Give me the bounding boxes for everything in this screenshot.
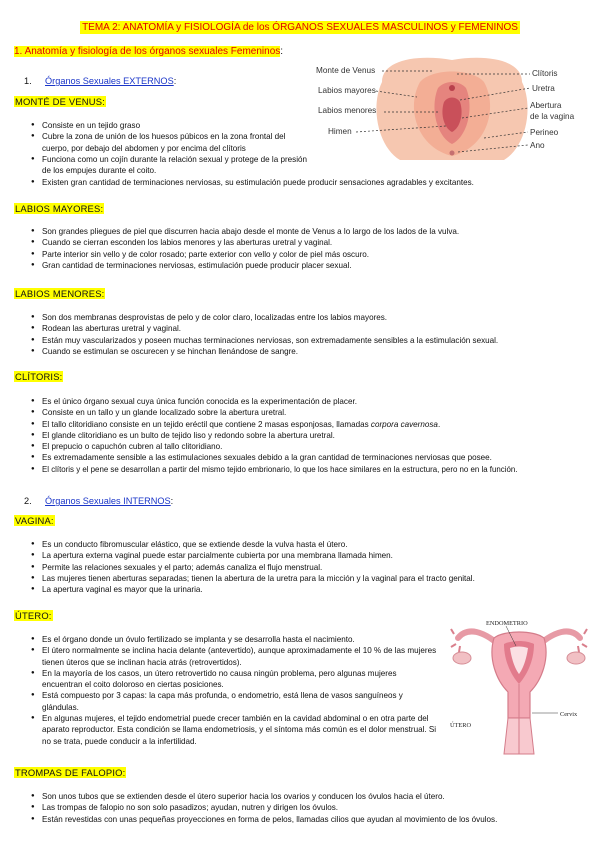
list-item: ● Consiste en un tejido graso <box>29 120 313 131</box>
list-item: ● Funciona como un cojín durante la relación sexual y protege de la presión de los empujes durante el coito. <box>29 154 313 177</box>
list-vagina <box>29 539 599 595</box>
vulva-label-clitoris: Clítoris <box>532 69 558 78</box>
list-item: ● Cubre la zona de unión de los huesos púbicos en la zona frontal del cuerpo, por debajo del abdomen y por encima del clítoris <box>29 131 313 154</box>
list-item: ● Es extremadamente sensible a las estimulaciones sexuales debido a la gran cantidad de terminaciones nerviosas que posee. <box>29 452 599 463</box>
uterus-diagram <box>446 614 592 760</box>
list-utero <box>29 634 439 747</box>
list-item: ● La apertura externa vaginal puede estar parcialmente cubierta por una membrana llamada himen. <box>29 550 599 561</box>
uterus-label-endometrio: ENDOMETRIO <box>486 620 528 627</box>
vulva-label-ano: Ano <box>530 141 545 150</box>
heading-trompas: TROMPAS DE FALOPIO: <box>15 767 126 778</box>
list-item: ● El clítoris y el pene se desarrollan a partir del mismo tejido embrionario, lo que los hace similares en la estructura, pero no en la función. <box>29 464 599 475</box>
list-item: ● El glande clitoridiano es un bulto de tejido liso y redondo sobre la abertura uretral. <box>29 430 599 441</box>
list-item: ● Consiste en un tallo y un glande localizado sobre la abertura uretral. <box>29 407 599 418</box>
vulva-label-abertura: Abertura <box>530 101 562 110</box>
list-item: ● En algunas mujeres, el tejido endometrial puede crecer también en la cavidad abdominal o en otra parte del aparato reproductor. Esta condición se llama endometriosis, y el síntoma más común es el dolor menstrual. Si no se trata, puede conducir a la infertilidad. <box>29 713 439 747</box>
list-trompas <box>29 791 599 825</box>
vulva-label-monte: Monte de Venus <box>316 66 376 75</box>
list-item: ● Las mujeres tienen aberturas separadas; tienen la abertura de la uretra para la micción y la vaginal para el tracto genital. <box>29 573 599 584</box>
list-item: ● Son dos membranas desprovistas de pelo y de color claro, localizadas entre los labios mayores. <box>29 312 599 323</box>
heading-monte-de-venus: MONTÉ DE VENUS: <box>15 96 105 107</box>
list-item: ● Gran cantidad de terminaciones nerviosas, estimulación puede producir placer sexual. <box>29 260 599 271</box>
heading-vagina: VAGINA: <box>15 515 54 526</box>
subsection-internos: 2. Órganos Sexuales INTERNOS: <box>24 496 174 506</box>
internos-link[interactable]: Órganos Sexuales INTERNOS <box>45 496 171 506</box>
vulva-label-himen: Himen <box>328 127 352 136</box>
list-item: ● Son grandes pliegues de piel que discurren hacia abajo desde el monte de Venus a lo largo de los lados de la vulva. <box>29 226 599 237</box>
list-monte <box>29 120 313 176</box>
list-item: ● Están revestidas con unas pequeñas proyecciones en forma de pelos, llamadas cilios que ayudan al movimiento de los óvulos. <box>29 814 599 825</box>
uterus-label-cervix: Cervix <box>560 711 578 718</box>
section-heading: 1. Anatomía y fisiología de los órganos sexuales Femeninos: <box>14 46 284 57</box>
list-item: ● Parte interior sin vello y de color rosado; parte exterior con vello y color de piel más oscuro. <box>29 249 599 260</box>
list-item: ● El tallo clitoridiano consiste en un tejido eréctil que contiene 2 masas esponjosas, llamadas corpora cavernosa. <box>29 419 599 430</box>
list-item: ● Cuando se cierran esconden los labios menores y las aberturas uretral y vaginal. <box>29 237 599 248</box>
heading-utero: ÚTERO: <box>15 610 52 621</box>
heading-clitoris: CLÍTORIS: <box>15 371 63 382</box>
vulva-label-labios-mayores: Labios mayores <box>318 86 376 95</box>
list-item: ● El prepucio o capuchón cubren al tallo clitoridiano. <box>29 441 599 452</box>
subsection-externos: 1. Órganos Sexuales EXTERNOS: <box>24 76 177 86</box>
vulva-label-vagina: de la vagina <box>530 112 575 121</box>
list-item: ● Las trompas de falopio no son solo pasadizos; ayudan, nutren y dirigen los óvulos. <box>29 802 599 813</box>
vulva-label-uretra: Uretra <box>532 84 555 93</box>
list-item: ● Está compuesto por 3 capas: la capa más profunda, o endometrio, está llena de vasos sanguíneos y glándulas. <box>29 690 439 713</box>
vulva-label-labios-menores: Labios menores <box>318 106 377 115</box>
externos-link[interactable]: Órganos Sexuales EXTERNOS <box>45 76 174 86</box>
list-item: ● La apertura vaginal es mayor que la urinaria. <box>29 584 599 595</box>
list-item: ● Es el único órgano sexual cuya única función conocida es la experimentación de placer. <box>29 396 599 407</box>
vulva-diagram <box>312 52 590 160</box>
list-item: ● Existen gran cantidad de terminaciones nerviosas, su estimulación puede producir sensaciones agradables y excitantes. <box>29 177 589 188</box>
list-item: ● Están muy vascularizados y poseen muchas terminaciones nerviosas, son extremadamente sensibles a la estimulación sexual. <box>29 335 599 346</box>
list-monte-wide <box>29 177 589 188</box>
list-item: ● Permite las relaciones sexuales y el parto; además canaliza el flujo menstrual. <box>29 562 599 573</box>
heading-labios-mayores: LABIOS MAYORES: <box>15 203 104 214</box>
list-item: ● Son unos tubos que se extienden desde el útero superior hacia los ovarios y conducen los óvulos hacia el útero. <box>29 791 599 802</box>
list-item: ● Es un conducto fibromuscular elástico, que se extiende desde la vulva hasta el útero. <box>29 539 599 550</box>
vulva-label-perineo: Perineo <box>530 128 559 137</box>
list-item: ● Rodean las aberturas uretral y vaginal. <box>29 323 599 334</box>
list-item: ● Es el órgano donde un óvulo fertilizado se implanta y se desarrolla hasta el nacimiento. <box>29 634 439 645</box>
list-item: ● En la mayoría de los casos, un útero retrovertido no causa ningún problema, pero algunas mujeres encuentran el coito doloroso en ciertas posiciones. <box>29 668 439 691</box>
list-item: ● Cuando se estimulan se oscurecen y se hinchan llenándose de sangre. <box>29 346 599 357</box>
uterus-label-utero: ÚTERO <box>450 722 471 729</box>
list-clitoris <box>29 396 599 475</box>
list-labios-mayores <box>29 226 599 271</box>
list-labios-menores <box>29 312 599 357</box>
page-title: TEMA 2: ANATOMÍA y FISIOLOGÍA de los ÓRGANOS SEXUALES MASCULINOS y FEMENINOS <box>82 22 518 33</box>
list-item: ● El útero normalmente se inclina hacia delante (antevertido), aunque aproximadamente el 10 % de las mujeres tienen úteros que se inclinan hacia atrás (retrovertidos). <box>29 645 439 668</box>
heading-labios-menores: LABIOS MENORES: <box>15 288 105 299</box>
